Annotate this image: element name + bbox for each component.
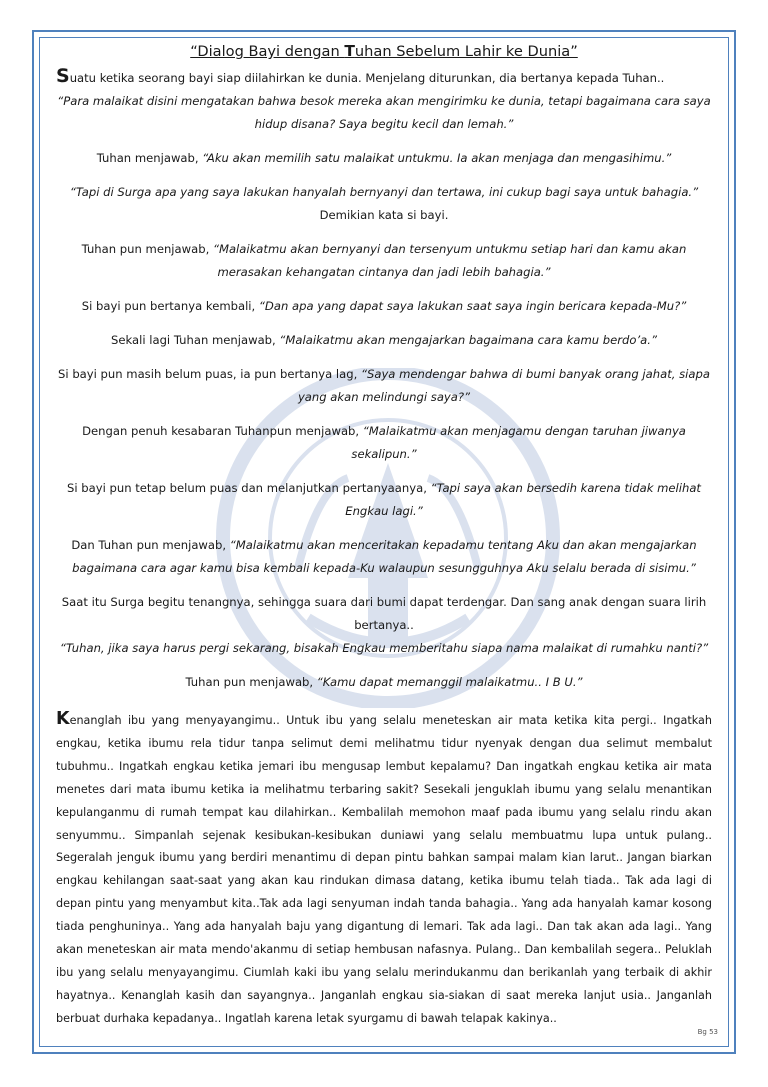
dialog-paragraph-6: Sekali lagi Tuhan menjawab, “Malaikatmu akan mengajarkan bagaimana cara kamu berdo’a.” (111, 333, 657, 347)
dialog-paragraph-9: Si bayi pun tetap belum puas dan melanjutkan pertanyaanya, “Tapi saya akan bersedih karena tidak melihat Engkau lagi.” (67, 481, 701, 518)
dialog-paragraph-7: Si bayi pun masih belum puas, ia pun bertanya lag, “Saya mendengar bahwa di bumi banyak orang jahat, siapa yang akan melindungi saya?” (58, 367, 710, 404)
intro-paragraph: Suatu ketika seorang bayi siap diilahirkan ke dunia. Menjelang diturunkan, dia bertanya kepada Tuhan.. (56, 65, 665, 87)
closing-dropcap: K (56, 709, 70, 729)
dialog-paragraph-12: “Tuhan, jika saya harus pergi sekarang, bisakah Engkau memberitahu siapa nama malaikat di rumahku nanti?” (59, 641, 709, 655)
dialog-paragraph-10: Dan Tuhan pun menjawab, “Malaikatmu akan menceritakan kepadamu tentang Aku dan akan mengajarkan bagaimana cara agar kamu bisa kembali kepada-Ku walaupun sesungguhnya Aku selalu berada di sisimu.” (71, 538, 697, 575)
dialog-paragraph-3: “Tapi di Surga apa yang saya lakukan hanyalah bernyanyi dan tertawa, ini cukup bagi saya untuk bahagia.” Demikian kata si bayi. (69, 185, 699, 222)
intro-dropcap: S (56, 65, 70, 87)
dialog-paragraph-1: “Para malaikat disini mengatakan bahwa besok mereka akan mengirimku ke dunia, tetapi bagaimana cara saya hidup disana? Saya begitu kecil dan lemah.” (57, 94, 711, 131)
dialog-paragraph-4: Tuhan pun menjawab, “Malaikatmu akan bernyanyi dan tersenyum untukmu setiap hari dan kamu akan merasakan kehangatan cintanya dan jadi lebih bahagia.” (81, 242, 687, 279)
dialog-paragraph-5: Si bayi pun bertanya kembali, “Dan apa yang dapat saya lakukan saat saya ingin bericara kepada-Mu?” (81, 299, 687, 313)
document-body (56, 40, 712, 1031)
page-title: “Dialog Bayi dengan Tuhan Sebelum Lahir ke Dunia” (190, 42, 578, 60)
closing-paragraph: Kenanglah ibu yang menyayangimu.. Untuk ibu yang selalu meneteskan air mata ketika kita pergi.. Ingatkah engkau, ketika ibumu rela tidur tanpa selimut demi melihatmu tidur nyenyak dengan dua selimut membalut tubuhmu.. Ingatkah engkau ketika jemari ibu mengusap lembut kepalamu? Dan ingatkah engkau ketika air mata menetes dari mata ibumu ketika ia melihatmu terbaring sakit? Sesekali jenguklah ibumu yang selalu menantikan kepulanganmu di rumah tempat kau dilahirkan.. Kembalilah memohon maaf pada ibumu yang selalu rindu akan senyummu.. Simpanlah sejenak kesibukan-kesibukan duniawi yang selalu membuatmu lupa untuk pulang.. Segeralah jenguk ibumu yang berdiri menantimu di depan pintu bahkan sampai malam kian larut.. Jangan biarkan engkau kehilangan saat-saat yang akan kau rindukan dimasa datang, ketika ibumu telah tiada.. Tak ada lagi di depan pintu yang menyambut kita..Tak ada lagi senyuman indah tanda bahagia.. Yang ada hanyalah kamar kosong tiada penghuninya.. Yang ada hanyalah baju yang digantung di lemari. Tak ada lagi.. Dan tak akan ada lagi.. Yang akan meneteskan air mata mendo'akanmu di setiap hembusan nafasnya. Pulang.. Dan kembalilah segera.. Peluklah ibu yang selalu menyayangimu. Ciumlah kaki ibu yang selalu merindukanmu dan berikanlah yang terbaik di akhir hayatnya.. Kenanglah kasih dan sayangnya.. Janganlah engkau sia-siakan di saat mereka lanjut usia.. Janganlah berbuat durhaka kepadanya.. Ingatlah karena letak syurgamu di bawah telapak kakinya.. (56, 709, 712, 1025)
dialog-paragraph-8: Dengan penuh kesabaran Tuhanpun menjawab, “Malaikatmu akan menjagamu dengan taruhan jiwanya sekalipun.” (82, 424, 686, 461)
dialog-paragraph-2: Tuhan menjawab, “Aku akan memilih satu malaikat untukmu. Ia akan menjaga dan mengasihimu.” (96, 151, 672, 165)
page-number: Bg 53 (697, 1028, 718, 1036)
dialog-paragraph-13: Tuhan pun menjawab, “Kamu dapat memanggil malaikatmu.. I B U.” (185, 675, 583, 689)
dialog-paragraph-11: Saat itu Surga begitu tenangnya, sehingga suara dari bumi dapat terdengar. Dan sang anak dengan suara lirih bertanya.. (61, 595, 707, 632)
